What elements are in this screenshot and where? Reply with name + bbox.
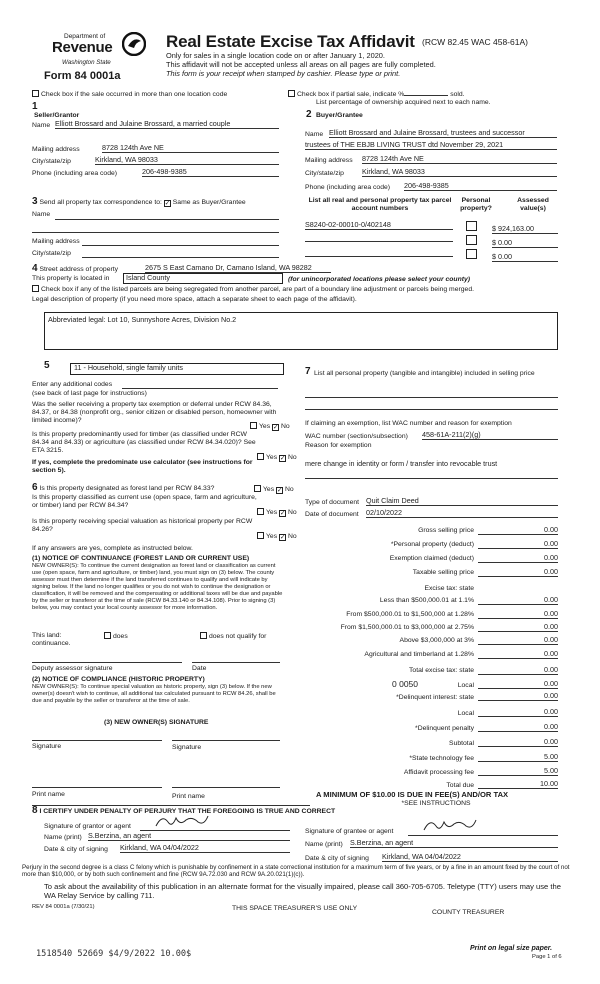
section3-city-label: City/state/zip — [32, 250, 71, 257]
buyer-mailing-label: Mailing address — [305, 157, 353, 164]
seller-section-number: 1 — [32, 101, 38, 112]
current-use-yes-checkbox[interactable] — [257, 508, 264, 515]
doc-date-label: Date of document — [305, 511, 359, 518]
does-not-label: does not qualify for — [209, 633, 267, 640]
tax-row-label: Exemption claimed (deduct) — [389, 555, 474, 562]
assessed-value-3[interactable]: $ 0.00 — [492, 253, 558, 262]
buyer-phone-label: Phone (including area code) — [305, 184, 391, 191]
new-owner-print-line-2[interactable] — [172, 787, 280, 788]
see-back-note: (see back of last page for instructions) — [32, 390, 147, 397]
legal-description-box[interactable] — [44, 312, 558, 350]
does-not-checkbox[interactable] — [200, 632, 207, 639]
historical-no-checkbox[interactable]: ✓ — [279, 534, 286, 541]
section3-number: 3 — [32, 196, 38, 207]
wac-field[interactable]: 458-61A-211(2)(g) — [422, 431, 558, 440]
tech-fee-value[interactable]: 5.00 — [478, 753, 558, 762]
seller-name-field[interactable]: Elliott Brossard and Julaine Brossard, a married couple — [55, 120, 279, 129]
assessed-value-2[interactable]: $ 0.00 — [492, 239, 558, 248]
seller-heading — [32, 101, 38, 113]
section7-number: 7 — [305, 366, 311, 377]
exemption-no-checkbox[interactable]: ✓ — [272, 424, 279, 431]
current-use-yes-label: Yes — [266, 509, 278, 516]
county-treasurer: COUNTY TREASURER — [432, 909, 505, 916]
additional-codes-label: Enter any additional codes — [32, 381, 113, 388]
revenue-logo-icon — [122, 32, 146, 56]
segregated-check[interactable] — [32, 285, 474, 294]
personal-property-line-1[interactable] — [305, 397, 558, 398]
grantor-signature-label: Signature of grantor or agent — [44, 823, 131, 830]
timber-yes-no[interactable] — [257, 453, 297, 462]
land-use-select[interactable] — [70, 363, 284, 375]
parcel-number-3[interactable] — [305, 256, 453, 257]
delinq-penalty-value[interactable]: 0.00 — [478, 723, 558, 732]
tax-row-value[interactable]: 0.00 — [478, 554, 558, 563]
local-tax-label: Local — [457, 682, 474, 689]
unincorporated-note: (for unincorporated locations please select your county) — [288, 276, 471, 283]
deputy-signature-line[interactable] — [32, 662, 182, 663]
subtotal-value[interactable]: 0.00 — [478, 738, 558, 747]
tax-row-label: Above $3,000,000 at 3% — [399, 637, 474, 644]
forest-question: Is this property designated as forest land per RCW 84.33? — [39, 485, 215, 492]
tax-row — [296, 540, 560, 550]
reason-label: Reason for exemption — [305, 442, 372, 449]
personal-property-line-2[interactable] — [305, 409, 558, 410]
header-note-2: This affidavit will not be accepted unless all areas on all pages are fully completed. — [166, 60, 436, 69]
certify-text: I CERTIFY UNDER PENALTY OF PERJURY THAT THE FOREGOING IS TRUE AND CORRECT — [39, 808, 336, 815]
tax-row-value[interactable]: 0.00 — [478, 596, 558, 605]
tax-row — [296, 596, 560, 606]
form-title: Real Estate Excise Tax Affidavit — [166, 32, 415, 51]
grantee-signature-label: Signature of grantee or agent — [305, 828, 394, 835]
buyer-section-number: 2 — [306, 109, 312, 120]
tax-row-label: Total excise tax: state — [409, 667, 474, 674]
reason-line-2[interactable] — [305, 478, 558, 479]
tax-row-label: Agricultural and timberland at 1.28% — [364, 651, 474, 658]
legal-description-label: Legal description of property (if you need more space, attach a separate sheet to each page of the affidavit). — [32, 296, 357, 303]
delinq-interest-state-label: *Delinquent interest: state — [396, 694, 474, 701]
partial-sale-label: Check box if partial sale, indicate % — [297, 91, 405, 98]
section7-text: List all personal property (tangible and intangible) included in selling price — [314, 370, 535, 377]
tax-row-value[interactable]: 0.00 — [478, 526, 558, 535]
grantee-signature — [420, 816, 480, 836]
buyer-phone-field[interactable]: 206-498-9385 — [404, 182, 557, 191]
tax-row-label: *Personal property (deduct) — [390, 541, 474, 548]
section5-number: 5 — [44, 360, 50, 371]
tax-row-value[interactable]: 0.00 — [478, 540, 558, 549]
parcel-column-header: List all real and personal property tax parcel account numbers — [308, 197, 452, 212]
grantee-date-label: Date & city of signing — [305, 855, 369, 862]
perjury-notice — [22, 864, 578, 878]
wac-label: WAC number (section/subsection) — [305, 433, 408, 440]
section3-text: Send all property tax correspondence to: — [39, 199, 162, 206]
county-value: Island County — [126, 273, 170, 282]
new-owner-signature-line-1[interactable] — [32, 740, 162, 741]
multi-location-checkbox[interactable] — [32, 90, 39, 97]
multi-location-label: Check box if the sale occurred in more than one location code — [41, 91, 228, 98]
section4-number: 4 — [32, 263, 38, 274]
section3-mailing-label: Mailing address — [32, 238, 80, 245]
notice3-heading: (3) NEW OWNER(S) SIGNATURE — [104, 719, 209, 726]
multi-location-check[interactable] — [32, 90, 227, 99]
section3-mailing-line[interactable] — [82, 245, 279, 246]
form-title-ref: (RCW 82.45 WAC 458-61A) — [422, 37, 528, 47]
partial-sale-checkbox[interactable] — [288, 90, 295, 97]
revenue-logo — [30, 30, 150, 72]
exemption-claim-label: If claiming an exemption, list WAC number and reason for exemption — [305, 420, 512, 427]
timber-yes-label: Yes — [266, 454, 278, 461]
grantee-date-field[interactable]: Kirkland, WA 04/04/2022 — [382, 853, 558, 862]
delinq-penalty-label: *Delinquent penalty — [415, 725, 474, 732]
partial-sale-percent-field[interactable] — [404, 89, 448, 96]
timber-no-checkbox[interactable]: ✓ — [279, 455, 286, 462]
forest-yes-no[interactable] — [254, 485, 294, 494]
tax-row — [296, 584, 560, 594]
dept-revenue: Revenue — [52, 39, 113, 56]
tax-row — [296, 526, 560, 536]
forest-question-row — [32, 482, 254, 494]
reason-field[interactable]: mere change in identity or form / transfer into revocable trust — [305, 459, 498, 468]
same-as-buyer-checkbox[interactable]: ✓ — [164, 200, 171, 207]
grantor-date-label: Date & city of signing — [44, 846, 108, 853]
tax-row — [296, 568, 560, 578]
tax-row-value[interactable]: 0.00 — [478, 650, 558, 659]
recording-stamp: 1518540 52669 $4/9/2022 10.00$ — [36, 949, 192, 959]
buyer-city-label: City/state/zip — [305, 170, 344, 177]
section3-name-line[interactable] — [55, 219, 279, 220]
located-in-label: This property is located in — [32, 275, 110, 282]
deputy-date-line[interactable] — [192, 662, 280, 663]
header-note-3: This form is your receipt when stamped by cashier. Please type or print. — [166, 69, 401, 78]
grantor-name-field[interactable]: S.Berzina, an agent — [88, 832, 290, 841]
segregated-checkbox[interactable] — [32, 285, 39, 292]
tax-row-label: Taxable selling price — [412, 569, 474, 576]
see-instructions-note: *SEE INSTRUCTIONS — [401, 800, 471, 807]
local-tax-value[interactable]: 0.00 — [478, 680, 558, 689]
tax-row — [296, 610, 560, 620]
assessed-value-1[interactable]: $ 924,163.00 — [492, 225, 558, 234]
personal-property-checkbox-1[interactable] — [466, 221, 477, 231]
tax-row-label: Excise tax: state — [424, 585, 474, 592]
dept-state: Washington State — [62, 59, 111, 66]
does-not-check[interactable] — [200, 632, 266, 641]
partial-sale-check[interactable] — [288, 89, 465, 99]
section3-name-line-2[interactable] — [32, 232, 279, 233]
notice2-body: NEW OWNER(S): To continue special valuation as historic property, sign (3) below. If the new owner(s) doesn't wish to continue, all additional tax calculated pursuant to RCW 84.26, shall be due and payable by the seller or transferor at the time of sale. — [32, 684, 276, 704]
tech-fee-label: *State technology fee — [409, 755, 474, 762]
ownership-note: List percentage of ownership acquired next to each name. — [316, 99, 491, 106]
tax-row-value[interactable]: 0.00 — [478, 666, 558, 675]
forest-no-label: No — [284, 486, 294, 493]
legal-paper-note: Print on legal size paper. — [470, 945, 553, 952]
doc-type-field[interactable]: Quit Claim Deed — [366, 497, 558, 506]
this-land-label: This land: — [32, 632, 62, 639]
historical-yes-label: Yes — [266, 533, 278, 540]
grantor-date-field[interactable]: Kirkland, WA 04/04/2022 — [120, 844, 290, 853]
exemption-yes-checkbox[interactable] — [250, 422, 257, 429]
personal-property-checkbox-3[interactable] — [466, 249, 477, 259]
county-select[interactable] — [123, 273, 283, 284]
does-label: does — [113, 633, 128, 640]
section8-number: 8 — [32, 805, 38, 816]
current-use-yes-no[interactable] — [257, 508, 297, 517]
grantor-signature — [152, 812, 212, 832]
buyer-heading-label: Buyer/Grantee — [316, 112, 363, 119]
proc-fee-value[interactable]: 5.00 — [478, 767, 558, 776]
seller-name-label: Name — [32, 122, 51, 129]
street-address-row — [32, 263, 118, 275]
treasurer-only: THIS SPACE TREASURER'S USE ONLY — [232, 905, 358, 912]
notice1-body: NEW OWNER(S): To continue the current designation as forest land or classification as current use (open space, farm and agriculture, or timber) land, you must sign on (3) below. The county assessor must then determine if the land transferred continues to qualify and will indicate by signing below. If the land no longer qualifies or you do not wish to continue the designation or classification, it will be removed and the compensating or additional taxes will be due and payable by the seller or transferor at the time of sale (RCW 84.33.140 or 84.34.108). Prior to signing (3) below, you may contact your local county assessor for more information. — [32, 563, 283, 611]
tax-row — [296, 623, 560, 633]
delinq-local-label: Local — [457, 710, 474, 717]
street-address-field[interactable]: 2675 S East Camano Dr, Camano Island, WA 98282 — [145, 264, 331, 273]
seller-phone-field[interactable]: 206-498-9385 — [142, 168, 279, 177]
tax-row-value[interactable]: 0.00 — [478, 636, 558, 645]
same-as-buyer-label: Same as Buyer/Grantee — [172, 199, 246, 206]
historical-yes-no[interactable] — [257, 532, 297, 541]
does-check[interactable] — [104, 632, 128, 641]
buyer-mailing-field[interactable]: 8728 124th Ave NE — [362, 155, 557, 164]
seller-phone-label: Phone (including area code) — [32, 170, 118, 177]
tax-row-label: Gross selling price — [418, 527, 474, 534]
tax-row-label: From $1,500,000.01 to $3,000,000 at 2.75% — [340, 624, 474, 631]
grantor-name-label: Name (print) — [44, 834, 82, 841]
current-use-question: Is this property classified as current use (open space, farm and agriculture, or timber) land per RCW 84.34? — [32, 494, 257, 509]
legal-description-text: Abbreviated legal: Lot 10, Sunnyshore Acres, Division No.2 — [48, 315, 237, 324]
new-owner-print-line-1[interactable] — [32, 787, 162, 788]
parcel-number-2[interactable] — [305, 241, 453, 242]
new-owner-print-label-2: Print name — [172, 793, 205, 800]
historical-yes-checkbox[interactable] — [257, 532, 264, 539]
new-owner-signature-label-2: Signature — [172, 744, 202, 751]
section3-name-label: Name — [32, 211, 51, 218]
minimum-due-note: A MINIMUM OF $10.00 IS DUE IN FEE(S) AND/OR TAX — [316, 790, 509, 799]
seller-mailing-field[interactable]: 8728 124th Ave NE — [102, 144, 279, 153]
deputy-date-label: Date — [192, 665, 207, 672]
new-owner-signature-line-2[interactable] — [172, 740, 280, 741]
doc-type-label: Type of document — [305, 499, 360, 506]
notice2-heading: (2) NOTICE OF COMPLIANCE (HISTORIC PROPERTY) — [32, 676, 205, 683]
does-checkbox[interactable] — [104, 632, 111, 639]
tax-row — [296, 554, 560, 564]
historical-question: Is this property receiving special valuation as historical property per RCW 84.26? — [32, 518, 253, 533]
exemption-no-label: No — [280, 423, 290, 430]
deputy-signature-label: Deputy assessor signature — [32, 665, 113, 672]
buyer-name-label: Name — [305, 131, 324, 138]
forest-yes-label: Yes — [263, 486, 275, 493]
forest-yes-checkbox[interactable] — [254, 485, 261, 492]
tax-row-value[interactable]: 0.00 — [478, 568, 558, 577]
land-use-value: 11 - Household, single family units — [74, 363, 183, 372]
total-due-value[interactable]: 10.00 — [478, 780, 558, 789]
doc-date-field[interactable]: 02/10/2022 — [366, 509, 558, 518]
tax-row-label: From $500,000.01 to $1,500,000 at 1.28% — [346, 611, 474, 618]
seller-heading-label: Seller/Grantor — [34, 112, 80, 119]
notice1-heading: (1) NOTICE OF CONTINUANCE (FOREST LAND OR CURRENT USE) — [32, 555, 250, 562]
if-yes-note: If any answers are yes, complete as instructed below. — [32, 545, 193, 552]
delinq-interest-state-value[interactable]: 0.00 — [478, 692, 558, 701]
seller-city-field[interactable]: Kirkland, WA 98033 — [95, 156, 279, 165]
current-use-no-checkbox[interactable]: ✓ — [279, 510, 286, 517]
exemption-yes-no[interactable] — [250, 422, 290, 431]
street-address-label: Street address of property — [39, 266, 119, 273]
total-due-label: Total due — [446, 782, 474, 789]
segregated-label: Check box if any of the listed parcels are being segregated from another parcel, are part of a boundary line adjustment or parcels being merged. — [41, 286, 474, 293]
alt-format-notice: To ask about the availability of this publication in an alternate format for the visually impaired, please call 360-705-6705. Teletype (TTY) users may use the WA Relay Service by calling 711. — [44, 882, 561, 901]
continuance-label: continuance. — [32, 640, 71, 647]
section6-number: 6 — [32, 482, 38, 493]
header-note-1: Only for sales in a single location code on or after January 1, 2020. — [166, 51, 385, 60]
buyer-name-field-1[interactable]: Elliott Brossard and Julaine Brossard, trustees and successor — [329, 129, 557, 138]
exemption-yes-label: Yes — [259, 423, 271, 430]
timber-no-label: No — [287, 454, 297, 461]
seller-mailing-label: Mailing address — [32, 146, 80, 153]
subtotal-label: Subtotal — [449, 740, 474, 747]
section3-city-line[interactable] — [82, 257, 279, 258]
tax-row — [296, 650, 560, 660]
seller-name-row — [32, 122, 50, 130]
assessed-value-header: Assessed value(s) — [517, 197, 549, 212]
current-use-no-label: No — [287, 509, 297, 516]
tax-row-label: Less than $500,000.01 at 1.1% — [379, 597, 474, 604]
dept-line1: Department of — [64, 33, 106, 40]
calc-note: If yes, complete the predominate use calculator (see instructions for section 5). — [32, 459, 253, 474]
tax-row-value[interactable]: 0.00 — [478, 623, 558, 632]
timber-question: Is this property predominantly used for timber (as classified under RCW 84.34 and 84.33) or agriculture (as classified under RCW 84.34.020)? See ETA 3215. — [32, 431, 256, 454]
partial-sale-sold: sold. — [450, 91, 465, 98]
personal-property-header: Personal property? — [460, 197, 492, 212]
rev-number: REV 84 0001a (7/30/21) — [32, 904, 95, 910]
grantee-name-label: Name (print) — [305, 841, 343, 848]
new-owner-signature-label-1: Signature — [32, 743, 62, 750]
seller-city-label: City/state/zip — [32, 158, 71, 165]
additional-codes-line[interactable] — [122, 388, 278, 389]
proc-fee-label: Affidavit processing fee — [403, 769, 474, 776]
tax-row-value[interactable]: 0.00 — [478, 610, 558, 619]
buyer-name-field-2[interactable]: trustees of THE EBJB LIVING TRUST dtd November 29, 2021 — [305, 141, 557, 150]
form-number: Form 84 0001a — [44, 70, 121, 82]
forest-no-checkbox[interactable]: ✓ — [276, 487, 283, 494]
personal-property-checkbox-2[interactable] — [466, 235, 477, 245]
local-rate: 0 0050 — [392, 679, 418, 689]
perjury-text: Perjury in the second degree is a class C felony which is punishable by confinement in a state correctional institution for a maximum term of five years, or by a fine in an amount fixed by the court of not more than $10,000, or by both such confinement and fine (RCW 9A.72.030 and RCW 9A.20.021(1)(c)). — [22, 864, 570, 879]
tax-row — [296, 666, 560, 676]
grantee-name-field[interactable]: S.Berzina, an agent — [350, 839, 558, 848]
buyer-city-field[interactable]: Kirkland, WA 98033 — [362, 168, 557, 177]
new-owner-print-label-1: Print name — [32, 791, 65, 798]
historical-no-label: No — [287, 533, 297, 540]
exemption-question: Was the seller receiving a property tax exemption or deferral under RCW 84.36, 84.37, or 84.38 (nonprofit org., senior citizen or disabled person, homeowner with limited income)? — [32, 401, 277, 424]
parcel-number-1[interactable]: S8240-02-00010-0/402148 — [305, 221, 453, 230]
tax-row — [296, 636, 560, 646]
section3-row — [32, 196, 246, 208]
delinq-local-value[interactable]: 0.00 — [478, 708, 558, 717]
page-number: Page 1 of 6 — [532, 954, 562, 960]
